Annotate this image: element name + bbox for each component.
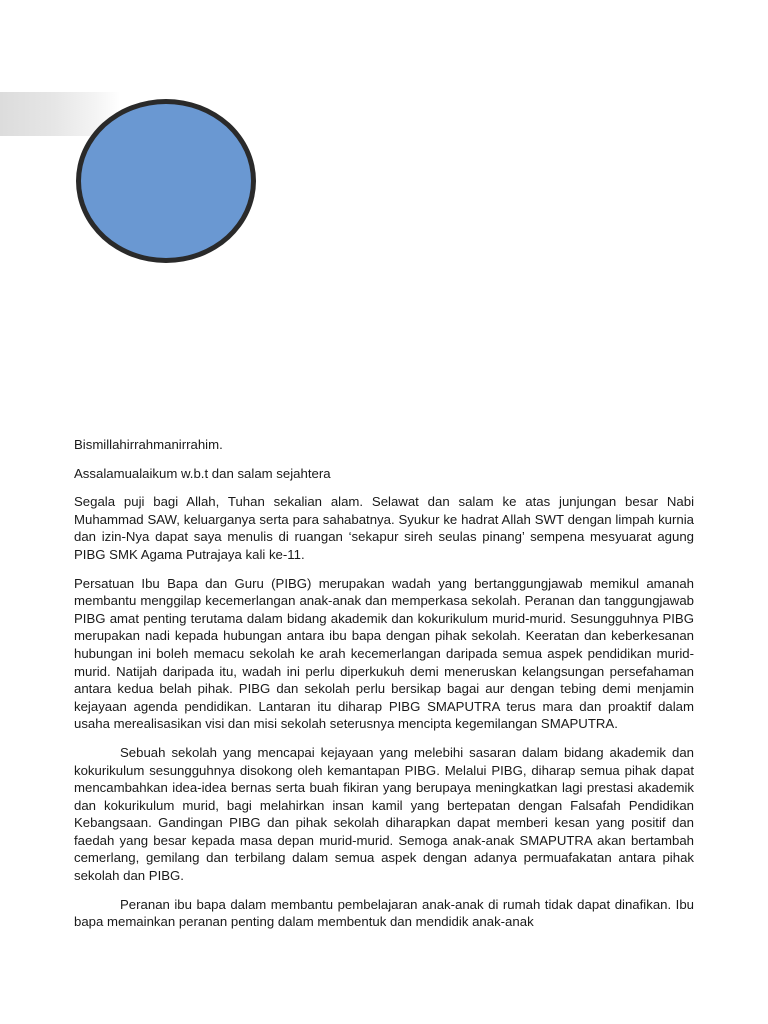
paragraph-greeting-salam: Assalamualaikum w.b.t dan salam sejahtera	[74, 465, 331, 481]
paragraph-intro: Segala puji bagi Allah, Tuhan sekalian alam. Selawat dan salam ke atas junjungan besar Nabi Muhammad SAW, keluarganya serta para sahabatnya. Syukur ke hadrat Allah SWT dengan limpah kurnia dan izin-Nya dapat saya menulis di ruangan ‘sekapur sireh seulas pinang’ sempena mesyuarat agung PIBG SMK Agama Putrajaya kali ke-11.	[74, 494, 694, 562]
paragraph-parents-role: Peranan ibu bapa dalam membantu pembelajaran anak-anak di rumah tidak dapat dinafikan. Ibu bapa memainkan peranan penting dalam membentuk dan mendidik anak-anak	[74, 896, 694, 930]
photo-placeholder-circle	[76, 99, 256, 263]
paragraph-greeting-bismillah: Bismillahirrahmanirrahim.	[74, 437, 223, 452]
document-body	[74, 436, 694, 942]
paragraph-pibg-role: Persatuan Ibu Bapa dan Guru (PIBG) merupakan wadah yang bertanggungjawab memikul amanah membantu menggilap kecemerlangan anak-anak dan memperkasa sekolah. Peranan dan tanggungjawab PIBG amat penting terutama dalam bidang akademik dan kokurikulum murid-murid. Sesungguhnya PIBG merupakan nadi kepada hubungan antara ibu bapa dengan pihak sekolah. Keeratan dan keberkesanan hubungan ini boleh memacu sekolah ke arah kecemerlangan daripada semua aspek pendidikan murid-murid. Natijah daripada itu, wadah ini perlu diperkukuh demi meneruskan kelangsungan persefahaman antara kedua belah pihak. PIBG dan sekolah perlu bersikap bagai aur dengan tebing demi menjamin kejayaan agenda pendidikan. Lantaran itu diharap PIBG SMAPUTRA terus mara dan proaktif dalam usaha merealisasikan visi dan misi sekolah seterusnya mencipta kegemilangan SMAPUTRA.	[74, 575, 694, 732]
paragraph-school-success: Sebuah sekolah yang mencapai kejayaan yang melebihi sasaran dalam bidang akademik dan kokurikulum sesungguhnya disokong oleh kemantapan PIBG. Melalui PIBG, diharap semua pihak dapat mencambahkan idea-idea bernas serta buah fikiran yang berupaya meningkatkan lagi prestasi akademik dan kokurikulum murid, bagi melahirkan insan kamil yang bertepatan dengan Falsafah Pendidikan Kebangsaan. Gandingan PIBG dan pihak sekolah diharapkan dapat memberi kesan yang positif dan faedah yang besar kepada masa depan murid-murid. Semoga anak-anak SMAPUTRA akan bertambah cemerlang, gemilang dan terbilang dalam semua aspek dengan adanya permuafakatan antara pihak sekolah dan PIBG.	[74, 744, 694, 884]
